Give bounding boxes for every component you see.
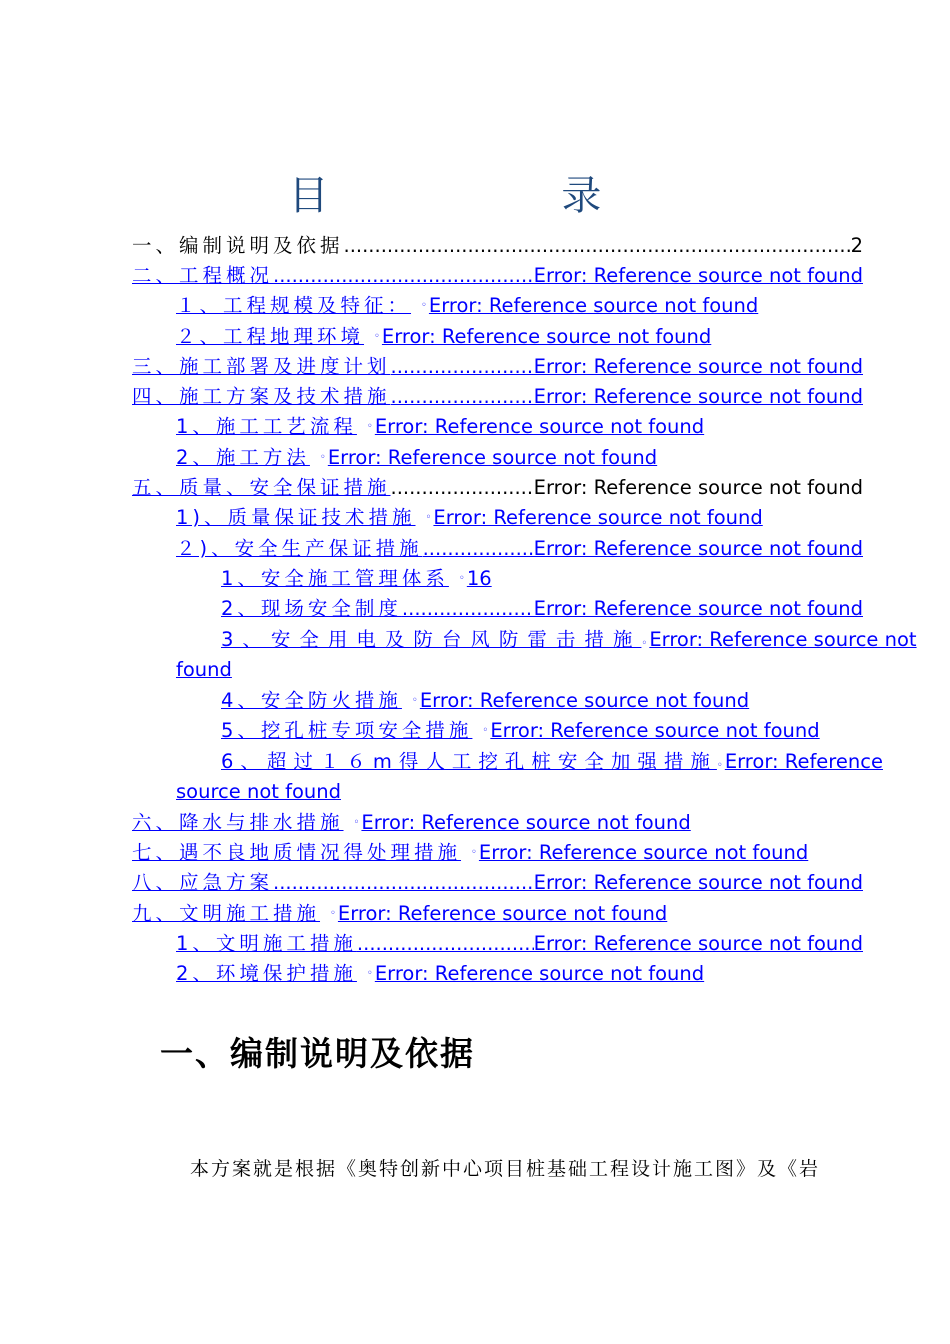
toc-entry-text: ２)、安全生产保证措施 bbox=[176, 537, 423, 560]
toc-entry-text: 八、应急方案 bbox=[132, 871, 274, 894]
toc-entry-text: 2、环境保护措施 bbox=[176, 962, 357, 985]
tab-marker-icon: ◦ bbox=[482, 725, 489, 736]
toc-entry-text: 三、施工部署及进度计划 bbox=[132, 355, 391, 378]
toc-entry-text: 四、施工方案及技术措施 bbox=[132, 385, 391, 408]
tab-marker-icon: ◦ bbox=[458, 573, 465, 584]
toc-entry-page: Error: Reference source not found bbox=[419, 689, 750, 712]
toc-entry[interactable] bbox=[176, 503, 763, 533]
tab-marker-icon: ◦ bbox=[641, 638, 648, 649]
toc-entry-page: 16 bbox=[466, 567, 492, 590]
tab-marker-icon: ◦ bbox=[471, 847, 477, 858]
toc-entry-page: Error: Reference source not found bbox=[433, 506, 763, 529]
section-heading: 一、编制说明及依据 bbox=[160, 1034, 475, 1073]
toc-entry-text: 1、施工工艺流程 bbox=[176, 415, 357, 438]
toc-entry-page: Error: Reference source not found bbox=[374, 415, 705, 438]
toc-entry-text: 九、文明施工措施 bbox=[132, 902, 321, 925]
toc-entry[interactable] bbox=[132, 838, 808, 868]
toc-entry[interactable] bbox=[221, 747, 883, 781]
toc-entry[interactable] bbox=[176, 443, 657, 473]
toc-entry-text: 七、遇不良地质情况得处理措施 bbox=[132, 841, 462, 864]
tab-marker-icon: ◦ bbox=[353, 817, 360, 828]
toc-entry-text: 1、安全施工管理体系 bbox=[221, 567, 449, 590]
toc-leader bbox=[402, 594, 534, 624]
toc-entry[interactable] bbox=[221, 625, 917, 659]
toc-entry-page: Error: Reference source not found bbox=[533, 264, 863, 287]
toc-entry[interactable] bbox=[132, 899, 667, 929]
toc-entry-text: 2、现场安全制度 bbox=[221, 597, 402, 620]
toc-entry-text: ２、工程地理环境 bbox=[176, 325, 365, 348]
toc-entry[interactable] bbox=[176, 959, 704, 989]
toc-leader bbox=[273, 868, 534, 898]
toc-entry-continuation[interactable]: source not found bbox=[176, 780, 341, 803]
toc-entry[interactable] bbox=[221, 716, 820, 746]
toc-entry-text: 一、编制说明及依据 bbox=[132, 234, 344, 257]
toc-leader bbox=[391, 473, 534, 503]
toc-leader bbox=[357, 929, 534, 959]
toc-entry-page: Error: Reference source not found bbox=[337, 902, 668, 925]
toc-entry[interactable] bbox=[132, 868, 863, 898]
toc-entry[interactable] bbox=[132, 231, 863, 261]
tab-marker-icon: ◦ bbox=[425, 512, 432, 523]
toc-entry-page: Error: Reference source not found bbox=[327, 446, 658, 469]
toc-entry-text: 二、工程概况 bbox=[132, 264, 274, 287]
toc-entry-page: Error: Reference source not found bbox=[533, 385, 863, 408]
toc-entry-page: Error: Reference source not found bbox=[533, 355, 863, 378]
toc-entry-text: 6、超过１６m得人工挖孔桩安全加强措施 bbox=[221, 750, 717, 773]
toc-entry[interactable] bbox=[176, 291, 758, 321]
toc-entry-page: 2 bbox=[850, 234, 863, 257]
toc-entry-text: 3、安全用电及防台风防雷击措施 bbox=[221, 628, 642, 651]
toc-leader bbox=[273, 261, 534, 291]
toc-entry-page: Error: Reference source not found bbox=[533, 932, 863, 955]
toc-entry[interactable] bbox=[176, 534, 863, 564]
toc-entry-page: Error: Reference source not found bbox=[381, 325, 712, 348]
toc-entry-page: Error: Reference source not found bbox=[533, 597, 863, 620]
toc-leader bbox=[344, 231, 851, 261]
tab-marker-icon: ◦ bbox=[411, 695, 418, 706]
toc-leader bbox=[391, 382, 534, 412]
tab-marker-icon: ◦ bbox=[366, 968, 373, 979]
toc-entry[interactable] bbox=[132, 261, 863, 291]
tab-marker-icon: ◦ bbox=[366, 421, 373, 432]
tab-marker-icon: ◦ bbox=[374, 331, 380, 342]
toc-entry[interactable] bbox=[132, 382, 863, 412]
tab-marker-icon: ◦ bbox=[421, 300, 427, 311]
toc-entry[interactable] bbox=[176, 322, 711, 352]
tab-marker-icon: ◦ bbox=[716, 760, 723, 771]
toc-entry-text: １、工程规模及特征： bbox=[176, 294, 412, 317]
toc-entry-text: 4、安全防火措施 bbox=[221, 689, 402, 712]
toc-entry[interactable] bbox=[132, 808, 691, 838]
toc-entry-page: Error: Reference source not found bbox=[361, 811, 691, 834]
toc-entry[interactable] bbox=[221, 564, 492, 594]
toc-leader bbox=[423, 534, 534, 564]
toc-entry-page: Error: Reference source not found bbox=[490, 719, 820, 742]
toc-entry[interactable] bbox=[221, 686, 749, 716]
body-paragraph: 本方案就是根据《奥特创新中心项目桩基础工程设计施工图》及《岩 bbox=[190, 1158, 821, 1180]
tab-marker-icon: ◦ bbox=[330, 908, 336, 919]
toc-entry-text: 六、降水与排水措施 bbox=[132, 811, 344, 834]
tab-marker-icon: ◦ bbox=[319, 452, 326, 463]
toc-entry-text: 2、施工方法 bbox=[176, 446, 310, 469]
toc-entry[interactable] bbox=[176, 412, 704, 442]
toc-leader bbox=[391, 352, 534, 382]
toc-entry-text: 5、挖孔桩专项安全措施 bbox=[221, 719, 473, 742]
toc-entry-page: Error: Reference source not found bbox=[533, 476, 863, 499]
toc-entry-page: Error: Reference source not found bbox=[478, 841, 809, 864]
toc-entry-page: Error: Reference source not found bbox=[533, 871, 863, 894]
toc-entry[interactable] bbox=[221, 594, 863, 624]
toc-entry-page: Error: Reference source not found bbox=[374, 962, 705, 985]
toc-entry-text: 五、质量、安全保证措施 bbox=[132, 476, 391, 499]
toc-entry-continuation[interactable]: found bbox=[176, 658, 232, 681]
toc-entry-text: 1、文明施工措施 bbox=[176, 932, 357, 955]
toc-title: 目 录 bbox=[288, 173, 712, 219]
toc-entry[interactable] bbox=[132, 473, 863, 503]
toc-entry-text: 1)、质量保证技术措施 bbox=[176, 506, 416, 529]
toc-entry[interactable] bbox=[132, 352, 863, 382]
toc-entry-page: Error: Reference source not bbox=[649, 628, 917, 651]
toc-entry-page: Error: Reference source not found bbox=[533, 537, 863, 560]
toc-entry-page: Error: Reference source not found bbox=[428, 294, 759, 317]
toc-entry[interactable] bbox=[176, 929, 863, 959]
toc-entry-page: Error: Reference bbox=[724, 750, 883, 773]
